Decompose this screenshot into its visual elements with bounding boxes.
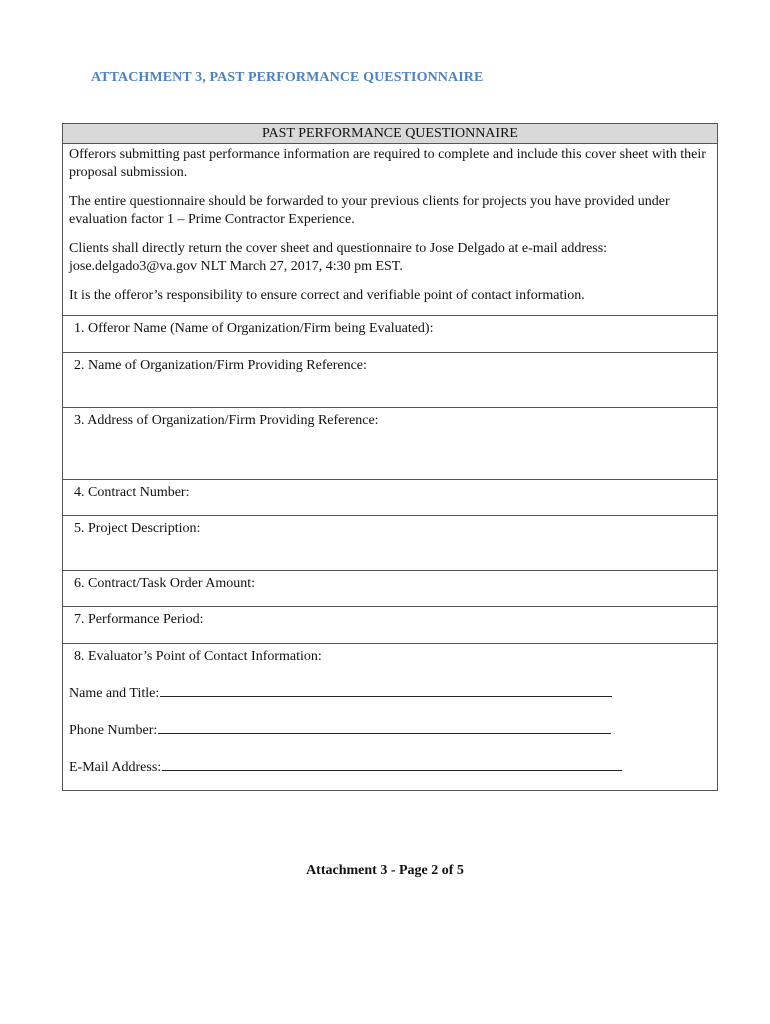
field-label: 7. Performance Period: xyxy=(74,611,204,627)
field-label: 3. Address of Organization/Firm Providing Reference: xyxy=(74,412,379,428)
field-evaluator-contact xyxy=(63,644,717,790)
poc-name-title-line[interactable] xyxy=(69,682,711,702)
poc-email-label: E-Mail Address: xyxy=(69,759,162,775)
field-label: 2. Name of Organization/Firm Providing Reference: xyxy=(74,357,367,373)
field-offeror-name[interactable] xyxy=(63,316,717,353)
intro-section xyxy=(63,144,717,316)
field-performance-period[interactable] xyxy=(63,607,717,644)
poc-name-title-label: Name and Title: xyxy=(69,685,160,701)
poc-phone-line[interactable] xyxy=(69,719,711,739)
field-label: 5. Project Description: xyxy=(74,520,201,536)
intro-paragraph-responsibility: It is the offeror’s responsibility to ensure correct and verifiable point of contact information. xyxy=(69,288,585,303)
table-title: PAST PERFORMANCE QUESTIONNAIRE xyxy=(63,124,717,144)
poc-phone-blank[interactable] xyxy=(158,719,611,734)
field-label: 4. Contract Number: xyxy=(74,484,190,500)
poc-email-blank[interactable] xyxy=(162,756,622,771)
document-heading: ATTACHMENT 3, PAST PERFORMANCE QUESTIONNAIRE xyxy=(91,70,484,85)
intro-paragraph-cover-sheet: Offerors submitting past performance information are required to complete and include this cover sheet with their proposal submission. xyxy=(69,147,706,180)
field-contract-number[interactable] xyxy=(63,480,717,516)
field-reference-firm-address[interactable] xyxy=(63,408,717,480)
field-project-description[interactable] xyxy=(63,516,717,571)
page-footer: Attachment 3 - Page 2 of 5 xyxy=(306,863,464,878)
intro-paragraph-return: Clients shall directly return the cover sheet and questionnaire to Jose Delgado at e-mail address: jose.delgado3@va.gov NLT March 27, 2017, 4:30 pm EST. xyxy=(69,241,608,274)
poc-email-line[interactable] xyxy=(69,756,711,776)
field-label: 1. Offeror Name (Name of Organization/Firm being Evaluated): xyxy=(74,320,434,336)
field-label: 6. Contract/Task Order Amount: xyxy=(74,575,255,591)
questionnaire-table xyxy=(62,123,718,791)
poc-name-title-blank[interactable] xyxy=(160,682,612,697)
field-reference-firm-name[interactable] xyxy=(63,353,717,408)
intro-paragraph-forwarding: The entire questionnaire should be forwarded to your previous clients for projects you have provided under evaluation factor 1 – Prime Contractor Experience. xyxy=(69,194,670,227)
field-contract-amount[interactable] xyxy=(63,571,717,607)
poc-phone-label: Phone Number: xyxy=(69,722,158,738)
field-label: 8. Evaluator’s Point of Contact Information: xyxy=(74,648,322,664)
